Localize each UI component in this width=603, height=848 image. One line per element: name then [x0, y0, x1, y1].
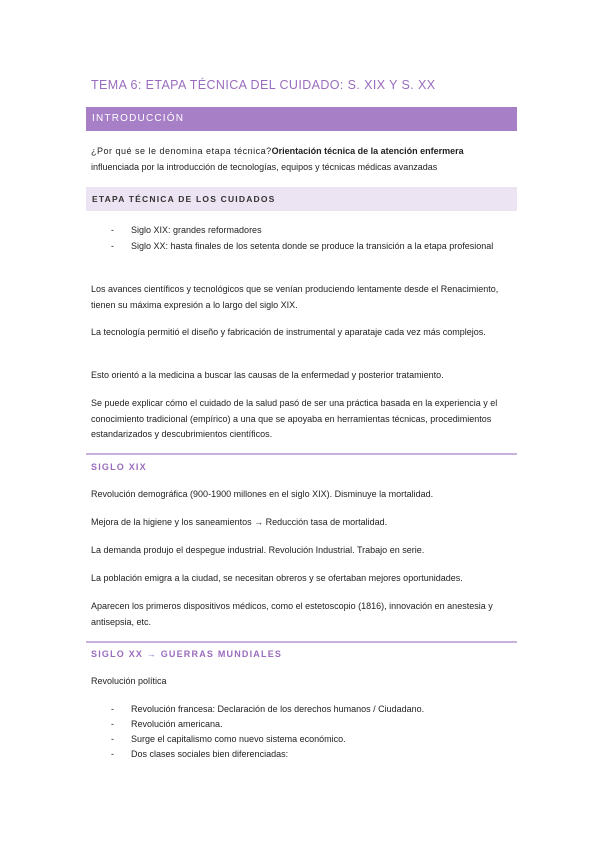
- intro-answer-line2: influenciada por la introducción de tecnologías, equipos y técnicas médicas avanzadas: [91, 161, 438, 172]
- list-item: - Revolución americana.: [111, 719, 223, 729]
- paragraph: La población emigra a la ciudad, se necesitan obreros y se ofertaban mejores oportunidades.: [91, 573, 463, 583]
- paragraph: Mejora de la higiene y los saneamientos → Reducción tasa de mortalidad.: [91, 517, 388, 527]
- paragraph: Aparecen los primeros dispositivos médicos, como el estetoscopio (1816), innovación en anestesia y antisepsia, etc.: [91, 601, 493, 627]
- siglo-xx-heading: SIGLO XX → GUERRAS MUNDIALES: [91, 649, 283, 659]
- intro-question: ¿Por qué se le denomina etapa técnica?: [91, 146, 272, 156]
- list-item: - Dos clases sociales bien diferenciadas:: [111, 749, 289, 759]
- paragraph: Se puede explicar cómo el cuidado de la salud pasó de ser una práctica basada en la experiencia y el conocimiento tradicional (empírico) a una que se apoyaba en herramientas técnicas, procedimientos estandarizados y descubrimientos científicos.: [91, 398, 498, 439]
- paragraph: La demanda produjo el despegue industrial. Revolución Industrial. Trabajo en serie.: [91, 545, 425, 555]
- paragraph: Los avances científicos y tecnológicos que se venían produciendo lentamente desde el Renacimiento, tienen su máxima expresión a lo largo del siglo XIX.: [91, 284, 499, 310]
- list-item: - Revolución francesa: Declaración de los derechos humanos / Ciudadano.: [111, 704, 425, 714]
- list-item: - Siglo XX: hasta finales de los setenta donde se produce la transición a la etapa profesional: [111, 241, 494, 251]
- paragraph: Revolución demográfica (900-1900 millones en el siglo XIX). Disminuye la mortalidad.: [91, 489, 434, 499]
- siglo-xx-subheading: Revolución política: [91, 676, 167, 686]
- etapa-heading: ETAPA TÉCNICA DE LOS CUIDADOS: [86, 187, 517, 211]
- intro-answer-bold: Orientación técnica de la atención enfermera: [271, 146, 464, 156]
- page-title: TEMA 6: ETAPA TÉCNICA DEL CUIDADO: S. XIX Y S. XX: [91, 78, 436, 92]
- paragraph: Esto orientó a la medicina a buscar las causas de la enfermedad y posterior tratamiento.: [91, 370, 444, 380]
- section-divider: [86, 641, 517, 643]
- list-item: - Siglo XIX: grandes reformadores: [111, 225, 262, 235]
- paragraph: La tecnología permitió el diseño y fabricación de instrumental y aparataje cada vez más complejos.: [91, 327, 486, 337]
- section-divider: [86, 453, 517, 455]
- intro-text: [91, 144, 511, 175]
- intro-heading: INTRODUCCIÓN: [86, 107, 517, 131]
- list-item: - Surge el capitalismo como nuevo sistema económico.: [111, 734, 346, 744]
- siglo-xix-heading: SIGLO XIX: [91, 462, 147, 472]
